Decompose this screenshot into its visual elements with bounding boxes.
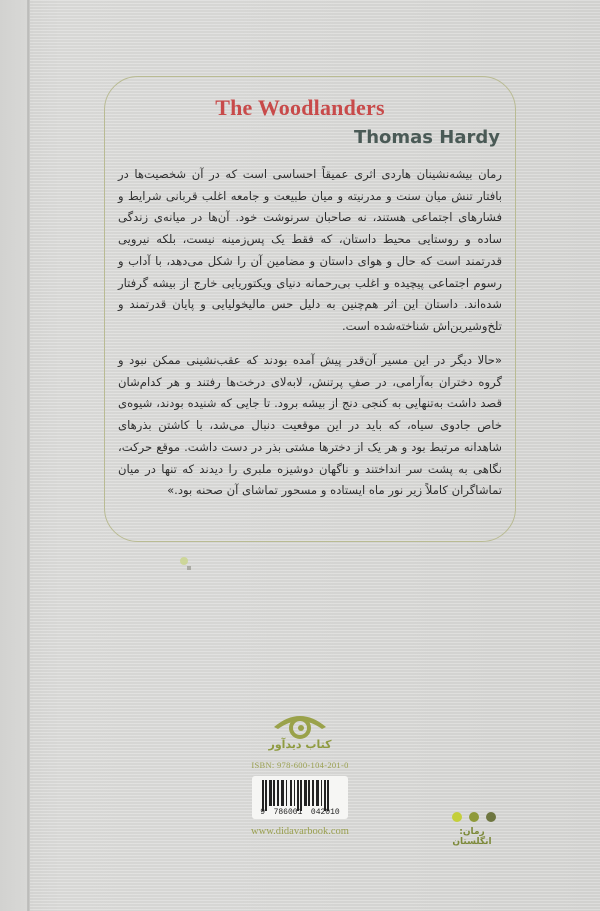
- series-dot-3: [486, 812, 496, 822]
- publisher-website: www.didavarbook.com: [251, 826, 349, 837]
- series-dot-1: [452, 812, 462, 822]
- barcode-digit-prefix: 9: [260, 808, 266, 817]
- print-speck-dark: [187, 566, 191, 570]
- book-title: The Woodlanders: [215, 95, 385, 120]
- barcode-bars: [262, 780, 340, 806]
- book-author: Thomas Hardy: [353, 127, 500, 148]
- print-speck: [180, 557, 188, 565]
- blurb-paragraph-summary: رمان بیشه‌نشینان هاردی اثری عمیقاً احساسی است که در آن شخصیت‌ها در بافتار تنش میان سنت و مدرنیته و میان طبیعت و جامعه اغلب قربانی شرایط و فشارهای اجتماعی هستند، نه صاحبان سرنوشت خود. آن‌ها در میانه‌ی زندگی ساده و روستایی محیط داستان، که فقط یک پس‌زمینه نیست، بلکه نیرویی قدرتمند است که حال و هوای داستان و مضامین آن را شکل می‌دهد، با آداب و رسوم اجتماعی پیچیده و اغلب بی‌رحمانه دنیای ویکتوریایی خارج از بیشه گرفتار شده‌اند. داستان این اثر هم‌چنین به دلیل حس مالیخولیایی و پایان قدرتمند و تلخ‌وشیرین‌اش شناخته‌شده است.: [118, 167, 502, 333]
- barcode: [252, 776, 348, 819]
- barcode-digit-group-2: 042010: [310, 808, 340, 817]
- spine: [0, 0, 27, 911]
- series-dots: [452, 812, 496, 822]
- spine-edge: [27, 0, 30, 911]
- eye-spiral-logo-icon: [270, 707, 330, 741]
- barcode-digits: [252, 808, 348, 817]
- barcode-digit-group-1: 786001: [273, 808, 303, 817]
- blurb-paragraph-excerpt: «حالا دیگر در این مسیر آن‌قدر پیش آمده بودند که عقب‌نشینی ممکن نبود و گروه دختران به‌آرامی، در صفِ پرتنش، لابه‌لای درخت‌ها رفتند و هر کدام‌شان قصد داشت به‌تنهایی به کنجی دنج از بیشه برود. تا جایی که شنیده بودند، شیوه‌ی خاص جادوی سیاه، که باید در این موقعیت دنبال می‌شد، با کاشتن بذرهای شاهدانه مرتبط بود و هر یک از دخترها مشتی بذر در دست داشت. موقع حرکت، نگاهی به پشت سر انداختند و ناگهان دوشیزه ملبری را دیدند که تنها در میان تماشاگران کاملاً زیر نور ماه ایستاده و مسحور تماشای آن صحنه بود.»: [118, 353, 502, 498]
- series-category: رمان: انگلستان: [452, 827, 492, 847]
- publisher-name: کتاب دیدآور: [268, 738, 332, 751]
- series-dot-2: [469, 812, 479, 822]
- isbn-text: ISBN: 978-600-104-201-0: [251, 760, 349, 770]
